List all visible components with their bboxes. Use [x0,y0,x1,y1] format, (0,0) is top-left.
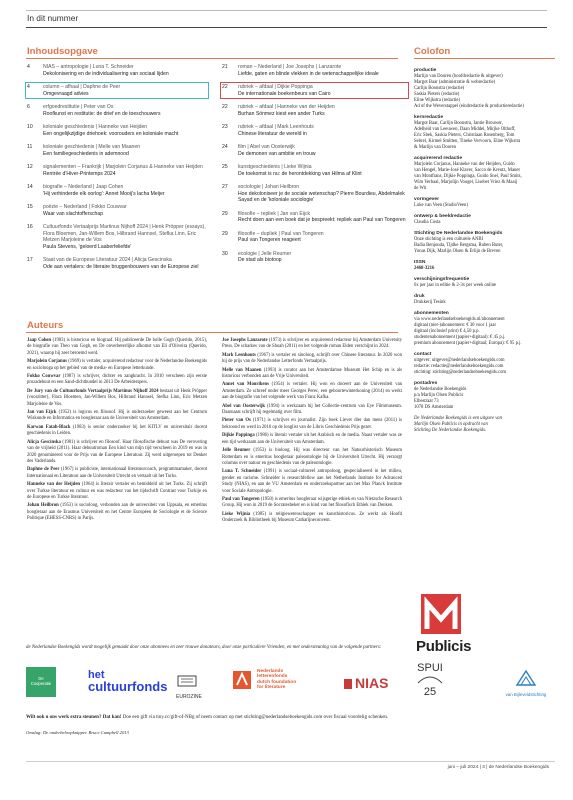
logo-label: De Cooperatie [30,676,52,686]
colofon-line: Marlijn van Dooren (hoofdredactie & uitgever) [414,74,503,79]
cta-bold: Wilt ook u ons werk extra steunen? Dat kan! [26,715,122,720]
author-entry [222,404,402,417]
author-name: Fokko Couwvar [27,374,61,380]
toc-title: Burhan Sönmez kiest een ander Turks [238,110,325,117]
author-bio: (1950) is emeritus hoogleraar wijsgerige ethiek en van Nietzsche Research Group. Hij won in 2019 de Socratesbeker en is kind van het filosofisch Ethiek van Denken. [222,496,402,509]
toc-title: Een ongelijkzijdige driehoek: voorouders en koloniale macht [43,130,179,137]
colofon-line: 6x per jaar in editie & 2-3x per week online [414,283,497,288]
toc-item[interactable] [27,64,207,77]
toc-page-number: 14 [27,184,33,190]
colofon-block [414,63,554,434]
toc-item[interactable] [222,124,407,137]
author-name: Daphne de Peer [27,467,60,473]
de-cooperatie-logo[interactable] [26,667,56,697]
colofon-line: De Nederlandse Boekengids is een uitgave van [414,416,502,421]
colofon-line: Margot Baar (administratie & webredactie) [414,80,496,85]
colofon-line: de Wit [414,186,427,191]
toc-title: De internationale boekenbeurs van Cairo [238,90,331,97]
colofon-line: Onze stichting is een culturele ANBI [414,237,484,242]
toc-title: Omgevraagd advies [43,90,89,97]
toc-item[interactable] [222,84,407,97]
logo-label: for literature [257,685,286,691]
toc-item[interactable] [222,184,407,204]
toc-page-number: 30 [222,250,228,257]
colofon-line: & Marlijn van Dooren [414,145,457,150]
toc-meta: rubriek – afdaal | Dijkie Poppinga [238,84,313,90]
author-name: Paul van Tongeren [222,496,260,502]
colofon-line: Saskia Pieters (redactie) [414,92,460,97]
nias-logo[interactable] [344,675,388,691]
logo-label: Nederlands [257,669,284,674]
cover-credit: Omslag: De onderbeloopknipper. Bruce Campbell 2013 [26,730,129,735]
colofon-line: 1078 DS Amsterdam [414,405,454,410]
toc-page-number: 24 [222,144,228,150]
toc-page-number: 21 [222,64,228,70]
footer-rule [26,761,555,762]
toc-item[interactable] [27,144,207,157]
toc-meta: sociologie | Johan Heilbron [238,184,300,190]
partner-logos [26,661,556,703]
author-entry [27,389,207,408]
publicis-logo [414,585,472,670]
author-name: Mark Leenhouts [222,352,256,358]
author-bio: (1987) is schrijver, dichter en zangkracht. In 2010 verscheen zijn eerste prozadebuut en een Sand-dichtbundel in 2013 De Arbeiderspers. [27,374,207,386]
colofon-section-head: abonnementen [414,311,449,316]
colofon-line: Adelheid van Leeuwen, Daan Middel, Mirjke Olthoff, [414,127,516,132]
colofon-section-head: verschijningsfrequentie [414,277,470,282]
toc-item[interactable] [222,64,407,77]
author-entry [27,359,207,372]
toc-meta: biografie – Nederland | Jaap Cohen [43,184,124,190]
author-bio: (1983) is senior onderzoeker bij het KITLV en universitair docent geschiedenis in Leiden. [27,424,207,437]
colofon-line: Wim Verbaal, Marjolijn Voogel, Lisebet Vriez & Maaij [414,180,518,185]
toc-meta: roman – Nederland | Joe Josephs | Lanzarote [238,64,342,70]
author-entry [222,338,402,351]
toc-page-number: 4 [27,64,30,70]
colofon-line: Drukkerij Tesink [414,300,446,305]
author-entry [27,503,207,522]
colofon-line: via www.nederlandseboekengids.nl/abonnement [414,317,505,322]
logo-label: letterenfonds [257,674,288,680]
colofon-section-head: contact [414,352,432,357]
colofon-line: digitaal (niet-)abonnement: € 30 voor 1 jaar [414,323,497,328]
toc-item[interactable] [27,184,207,197]
authors-left-column [27,338,207,525]
author-bio: (1971) is schrijver en journalist. Zijn boek Liever dier dan mens (2011) is bekroond en werd in 2016 op de longlist van de Libris Geschiedenis Prijs gezet. [222,418,402,430]
author-entry [27,440,207,466]
author-entry [222,512,402,525]
toc-page-number: 4 [27,84,30,90]
author-entry [222,448,402,467]
colofon-section-head: postadres [414,381,438,386]
page-footer: juni – juli 2024 | 3 | de Nederlandse Boekengids [447,765,549,770]
colofon-line: Badia Benjouda, Tijdke Bergsma, Ruben Buter, [414,243,504,248]
authors-right-column [222,338,402,527]
author-bio: (1981) is schrijver en filosoof. Haar filosofische debuut was De verovering van de vrijheid (2011). Haar debuutroman Een kind van mijn tijd verscheen in 2019 en was in 2020 genomineerd voor de Prijs van de Europese Literatuur. Zij werd uitgeroepen tot Denker des Vaderlands. [27,439,208,464]
toc-meta: filosofie – repliek | Jan van Eijck [238,210,311,217]
toc-meta: column – afhaal | Daphne de Peer [43,84,121,90]
toc-title: Een familiegeschiedenis in ademnood [43,150,129,157]
toc-title: De demonen van ambitie en trouw [238,150,316,157]
colofon-line: Marjolein Corjanus, Hanneke van der Heijden, Guido [414,162,515,167]
author-bio: (1953) is socioloog, verbonden aan de universiteit van Uppsala, en emeritus hoogleraar aan de Erasmus Universiteit en het Centre Européen de Sociologie et de Science Politique (EHESS-CNRS) in Parijs. [27,503,207,522]
colofon-line: Ad of the Weverstappel (eindredactie & productieredactie) [414,104,524,109]
logo-label: dutch foundation [257,679,297,685]
author-name: Luna T. Schneider [222,469,262,475]
toc-title: Chinese literatuur de wereld in [238,130,307,137]
top-rule [26,10,547,11]
colofon-section-head: Stichting De Nederlandse Boekengids [414,231,503,236]
author-name: Jaap Cohen [27,338,52,343]
toc-page-number: 10 [27,124,33,130]
toc-right-column [222,64,407,271]
toc-heading: Inhoudsopgave [27,46,98,57]
toc-page-number: 29 [222,230,228,237]
toc-meta: film | Abel van Oosterwijk [238,144,295,150]
toc-item[interactable] [27,204,207,217]
author-entry [222,469,402,495]
colofon-section-head: acquirerend redactie [414,156,463,161]
toc-page-number: 15 [27,204,33,210]
toc-item[interactable] [27,224,207,250]
author-bio: (1954) is vertaler. Hij won en doceert aan de Universiteit van Amsterdam. Ze schreef onder meer Georges Perec, een geboortewinterkoning (2014) en werkt aan de biografie van het volgende werk van Franz Kafka. [222,382,402,401]
colofon-line: 2468-3216 [414,266,435,271]
author-bio: (1986) is literair vertaler uit het Arabisch en de media. Naast vertaler was ze een tijd werkzaam aan de Universiteit van Amsterdam. [222,433,402,445]
toc-item[interactable] [27,84,207,97]
colofon-line: de Nederlandse Boekengids [414,387,467,392]
cultuurfonds-logo[interactable] [88,669,167,693]
colofon-line: Sebrel, Kirmel Smitten, Tineke Vervoorn, Eline Wijkstra [414,139,521,144]
toc-page-number: 17 [27,257,33,263]
author-entry [27,410,207,423]
toc-meta: koloniale geschiedenis | Hanneke van Heijden [43,124,148,130]
colofon-line: Elbestraat 73 [414,399,439,404]
toc-page-number: 22 [222,104,228,110]
toc-title: Paul van Tongeren reageert [238,237,301,243]
author-bio: (1994) is werkzaam bij het Collectie-centrum van Eye Filmmuseum. Daarnaast schrijft hij regelmatig over film. [222,403,403,416]
toc-meta: kunstgeschiedenis | Lieke Wijnia [238,164,312,170]
author-bio: (1953) is bioloog. Hij was directeur van het Natuurhistorisch Museum Rotterdam en is emeritus hoogleraar paleontologie bij de Universiteit Utrecht. Hij verzorgt columns over natuur en geschiedenis van de paleontologie. [222,448,403,466]
toc-meta: poëzie – Nederland | Fokko Couwvar [43,204,127,210]
colofon-section-head: vormgever [414,197,440,202]
colofon-heading-rule [414,58,555,59]
toc-title: 'Hij verhinderde elk oorlog': Annet Mooij's lacha Meijer [43,190,165,197]
author-bio: (1983) is historicus en biograaf. Hij publiceerde De bolle Gogh (Querido, 2015), de biografie van Theo van Gogh, en De onverbeterlijke afkomst van Eli d'Oliveira (Querido, 2021), waarop hij zeer beroemd werd. [27,338,208,356]
author-name: Johan Heilbron [27,503,59,509]
toc-page-number: 6 [27,104,30,110]
toc-title: Liefde, gaten en blinde vlekken in de wetenschappelijke ideale [238,70,379,77]
toc-page-number: 11 [27,144,33,150]
toc-item[interactable] [222,231,407,244]
colofon-section-head: productie [414,68,437,73]
author-name: Annet van Mourikens [222,382,269,388]
toc-page-number: 25 [222,164,228,170]
author-name: Lieke Wijnia [222,511,251,517]
colofon-line: Yonas Dijk, Marlijn Olsen & Erlijn de Breven [414,249,501,254]
author-name: Jan van Eijck [27,410,57,416]
author-bio: (1985) is religiewetenschapper en kunsthistoricus. Ze werkt als Hoofd Onderzoek & Bibliotheek bij Museum Catharijneconvent. [222,511,402,524]
toc-item[interactable] [27,164,207,177]
cta-text[interactable]: Doe een gift via tiny.cc/gift-of-NBg of neem contact op met stichting@nederlandseboekengids.com over fiscaal voordelig schenken. [121,715,389,720]
toc-page-number: 12 [27,164,33,170]
spui25-logo[interactable] [412,663,448,697]
toc-title: Rentrée d'Hiver-Printemps 2024 [43,170,116,177]
toc-meta: signalementen – Frankrijk | Marjolein Corjanus & Hanneke van Heijden [43,164,203,170]
author-name: Melle van Maanen [222,367,262,373]
colofon-line: premium abonnement (papier+digitaal; Europa): € 95 p.j. [414,341,522,346]
colofon-line: studentenabonnement (papier+digitaal): € 45 p.j. [414,335,506,340]
author-entry [222,382,402,401]
toc-title: Dekolonisering en de individualisering van sociaal lijden [43,70,169,77]
authors-heading: Auteurs [27,320,64,331]
m-logo-icon [418,591,464,637]
author-entry [27,425,207,438]
colofon-line: Eline Wijkstra (redactie) [414,98,461,103]
toc-meta: Staat van de Europese Literatuur 2024 | Alicja Gescinska [43,257,172,263]
author-name: Karwan Fatah-Black [27,424,71,430]
bijleveld-icon [515,669,537,687]
toc-meta: filosofie – dupliek | Paul van Tongeren [238,230,324,237]
author-bio: (1967) is publiciste, internationaal literatuurcoach, programmamaker, docent Internationaal en Literatuur aan de Universiteit Utrecht en vertaalt uit het Turks. [27,467,207,479]
toc-item[interactable] [222,104,407,117]
colofon-line: p/a Marlijn Olsen Publicis [414,393,464,398]
logo-label: SPUI [417,662,443,674]
toc-item[interactable] [222,251,407,264]
author-name: Alicja Gescinska [27,439,61,445]
logo-text: Publicis [416,638,472,655]
author-bio: (1967) is vertaler en sinoloog, schrijft over Chinese literatuur. In 2020 won hij de prijs van de Nederlandse Letterfonds Vertaalprijs. [222,352,402,365]
colofon-line: uitgever: uitgever@nederlandseboekengids.com [414,358,505,363]
author-entry [27,467,207,480]
author-entry [222,353,402,366]
logo-label: van Bijleveldstichting [505,692,547,697]
header-rule [26,27,547,28]
toc-title: Paula Stevens, 'geloerd Laaberfeliefde' [43,243,132,250]
author-entry [222,497,402,510]
toc-heading-rule [26,58,398,59]
colofon-line: Stichting De Nederlandse Boekengids. [414,428,487,433]
colofon-line: digitaal (inclusief print) € 4,50 p.p. [414,329,480,334]
colofon-section-head: ontwerp & beeldredactie [414,214,471,219]
author-name: Jelle Reumer [222,448,251,454]
toc-meta: rubriek – afdaal | Mark Leenhouts [238,124,314,130]
toc-meta: rubriek – afdaal | Hanneke van der Heijden [238,104,335,110]
author-name: Abel van Oosterwijk [222,403,265,409]
toc-item[interactable] [27,124,207,137]
logo-label: cultuurfonds [88,679,168,694]
colofon-section-head: kernredactie [414,115,444,120]
colofon-heading: Colofon [414,46,451,57]
colofon-line: Margot Baar, Carlijn Boonstra, Jantie Brouwer, [414,121,503,126]
support-cta [26,715,556,721]
author-entry [27,374,207,387]
toc-title: Hoe dekoloniseer je de sociale wetenschap? Pierre Bourdieu, Abdelmalek Sayad en de 'koloniale sociologie' [238,190,405,203]
toc-title: Recht doen aan een boek dat je bespreekt: repliek aan Paul van Tongeren [238,217,406,223]
toc-meta: Cultuurfonds Vertaalprijs Martinus Nijhoff 2024 | Henk Pröpper (essays), Flora Bloemen, Jan-Willem Bos, Hilbrand Hannsel, Stefka Linn, Eric Metzen Marjoleine de Vos [43,224,206,243]
author-entry [222,433,402,446]
sponsor-text: de Nederlandse Boekengids wordt mogelijk gemaakt door onze abonnees en zeer trouwe donateurs, door onze particuliere Vrienden, en met ondersteuning van de volgende partners: [26,645,382,650]
toc-title: Waar van slachtofferschap [43,210,104,217]
toc-item[interactable] [222,211,407,224]
author-name: Marjolein Corjanus [27,359,68,365]
colofon-line: van Hengel, Marie-José Klaver, Sacco de Kreutz, Manet [414,168,520,173]
colofon-line: Luke van Veen (StudioVeen) [414,203,468,208]
eurozine-logo[interactable] [176,675,206,700]
author-entry [27,482,207,501]
author-entry [222,368,402,381]
colofon-line: redactie: redactie@nederlandseboekengids.com [414,364,504,369]
toc-meta: NIAS – antropologie | Luna T. Schneider [43,64,134,70]
toc-title: De toekomst is nu: de herontdekking van Hilma af Klint [238,170,362,177]
toc-title: Ode aan vertalers: de literaire bruggenbouwers van de Europese ziel [43,263,199,270]
author-name: Pieter van Os [222,418,251,424]
author-bio: (1969) is vertaler, acquirerend redacteur voor de Nederlandse Boekengids en sociolooga op het gebied van de media- en Europese letterkunde. [27,359,207,371]
author-name: Joe Josephs Lanzarote [222,338,268,343]
logo-label: NIAS [355,675,389,691]
toc-page-number: 27 [222,184,228,190]
toc-item[interactable] [222,164,407,177]
authors-heading-rule [26,332,398,333]
toc-title: Roofkunst en restitutie: de drief en de toeschouwers [43,110,161,117]
author-entry [222,418,402,431]
toc-page-number: 22 [222,84,228,90]
colofon-line: Claudia Costa [414,220,441,225]
letterenfonds-icon [231,669,253,691]
toc-meta: erfgoedrestitutie | Peter van Os [43,104,114,110]
toc-page-number: 23 [222,124,228,130]
logo-label: 25 [423,686,437,698]
author-bio: bestaat uit Henk Pröpper (voorzitter), Flora Bloemen, Jan-Willem Bos, Hilbrand Hannsel, Stefka Linn, Eric Metzen Marjoleine de Vos. [27,388,208,407]
toc-item[interactable] [27,257,207,270]
author-entry [27,338,207,357]
toc-page-number: 29 [222,210,228,217]
toc-page-number: 16 [27,224,33,230]
toc-title: De stad als biotoop [238,257,282,263]
author-bio: (1964) is literair vertaler en bemiddeld uit het Turks. Zij schrijft over Turkse literatuur en cultuur en was redacteur van het tijdschrift Contrast voor Turkije en de Europese en Turkse literatuur. [27,482,207,500]
author-name: Hanneke van der Heijden [27,482,81,488]
author-bio: (1973) is schrijver en acquirerend redacteur bij Amsterdam University Press. De schaduw van de Shoah (2011) en het volgende roman Elden verschijnt in 2024. [222,338,403,350]
author-name: Dijkie Poppinga [222,433,255,439]
toc-meta: ecologie | Jelle Reumer [238,250,292,257]
bijleveld-logo[interactable] [496,669,556,697]
logo-label: het [88,669,105,681]
nias-icon [344,679,352,689]
colofon-line: stichting: stichting@nederlandseboekengids.com [414,370,507,375]
author-bio: (1993) is curator aan het Amsterdamse Museum Het Schip en is als historicus verbonden aan de Vrije Universiteit. [222,367,402,380]
colofon-line: Carlijn Boonstra (redactie) [414,86,465,91]
eurozine-icon [176,675,198,689]
colofon-line: Eric Sbek, Saskia Pieters, Christiaan Rosenberg, Tom [414,133,515,138]
page-title: In dit nummer [27,13,79,23]
colofon-section-head: ISSN [414,260,426,265]
toc-left-column [27,64,207,277]
colofon-section-head: druk [414,294,425,299]
author-bio: (1952) is logicus en filosoof. Hij is onderzoeker geweest aan het Centrum Wiskunde en Informatica en hoogleraar aan de Universiteit van Amsterdam. [27,410,208,422]
toc-meta: koloniale geschiedenis | Melle van Maanen [43,144,141,150]
toc-item[interactable] [27,104,207,117]
author-bio: (1991) is sociaal-cultureel antropoloog, gespecialiseerd in het milieu, gender en racisme. Schneider is researchfellow aan het Netherlands Institute for Advanced Study (NIAS), en aan de VU Amsterdam en onderzoekspartner aan het Max Planck Institute voor Sociale Antropologie. [222,469,403,494]
toc-item[interactable] [222,144,407,157]
author-name: De Jury van de Cultuurfonds Vertaalprijs Martinus Nijhoff 2024 [27,388,159,394]
logo-label: EUROZINE [176,694,202,700]
colofon-line: van Montfrans, Dijkie Poppinga, Guido Snel, Paul Smits, [414,174,522,179]
colofon-line: Marlijn Olsen Publicis in opdracht van [414,422,488,427]
spui-arc-icon [416,673,444,685]
